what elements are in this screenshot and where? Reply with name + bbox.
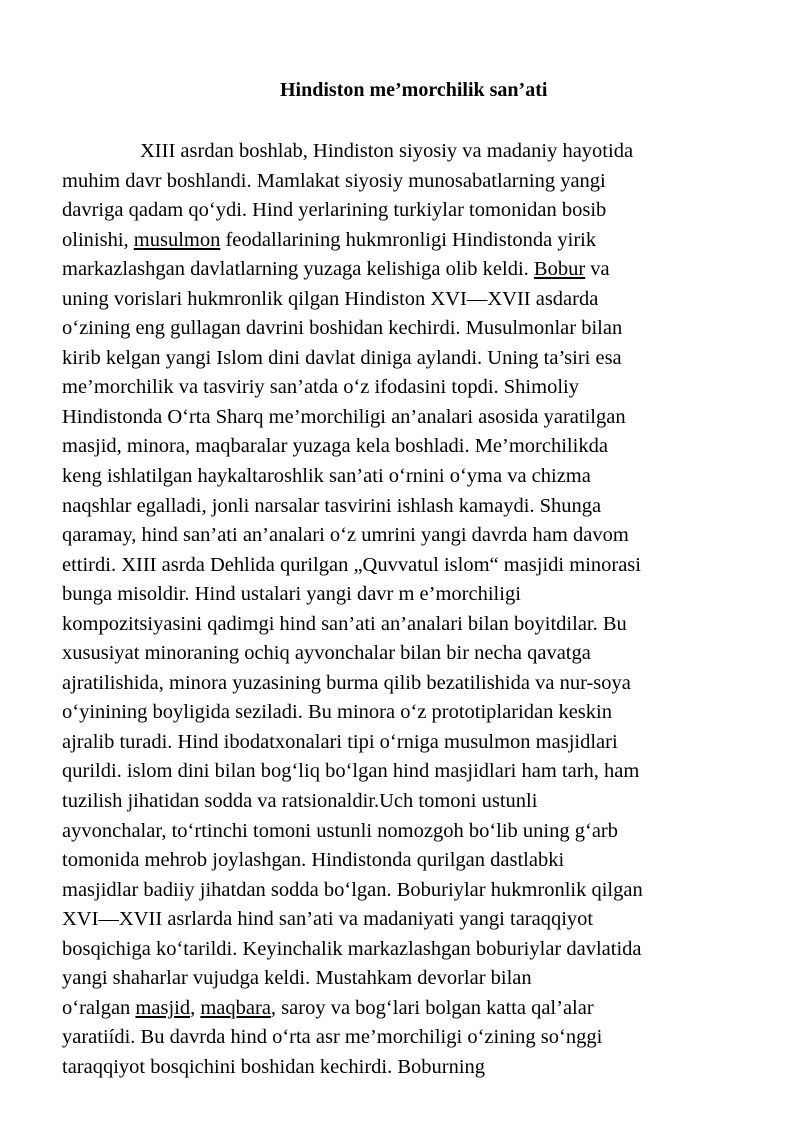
text-run: markazlashgan davlatlarning yuzaga kelishiga olib keldi. xyxy=(62,258,534,281)
text-line xyxy=(62,846,782,876)
link-bobur[interactable]: Bobur xyxy=(533,258,586,281)
text-run: naqshlar egalladi, jonli narsalar tasvirini ishlash kamaydi. Shunga xyxy=(62,494,602,517)
text-line xyxy=(62,787,782,817)
text-run: yangi shaharlar vujudga keldi. Mustahkam devorlar bilan xyxy=(62,967,532,990)
text-run: Hindistonda O‘rta Sharq me’morchiligi an’analari asosida yaratilgan xyxy=(62,405,626,428)
text-line xyxy=(62,462,782,492)
text-line xyxy=(62,167,782,197)
text-run: me’morchilik va tasviriy san’atda o‘z ifodasini topdi. Shimoliy xyxy=(62,376,579,399)
text-line xyxy=(62,698,782,728)
text-run: ayvonchalar, to‘rtinchi tomoni ustunli nomozgoh bo‘lib uning g‘arb xyxy=(62,819,618,842)
text-line xyxy=(62,551,782,581)
text-line xyxy=(62,817,782,847)
text-line xyxy=(62,1053,782,1083)
text-run: yaratiídi. Bu davrda hind o‘rta asr me’morchiligi o‘zining so‘nggi xyxy=(62,1026,603,1049)
text-run: ajralib turadi. Hind ibodatxonalari tipi o‘rniga musulmon masjidlari xyxy=(62,730,618,753)
text-run: masjid, minora, maqbaralar yuzaga kela boshladi. Me’morchilikda xyxy=(62,435,608,458)
body-paragraph xyxy=(62,137,782,1083)
text-run: o‘zining eng gullagan davrini boshidan kechirdi. Musulmonlar bilan xyxy=(62,317,623,340)
text-line xyxy=(62,432,782,462)
text-line xyxy=(62,285,782,315)
text-line xyxy=(62,226,782,256)
text-line xyxy=(62,255,782,285)
text-line xyxy=(62,639,782,669)
text-run: ettirdi. XIII asrda Dehlida qurilgan „Quvvatul islom“ masjidi minorasi xyxy=(62,553,641,576)
text-line xyxy=(62,521,782,551)
link-musulmon[interactable]: musulmon xyxy=(133,228,221,251)
text-run: , xyxy=(190,996,201,1019)
text-line xyxy=(62,935,782,965)
text-line xyxy=(62,196,782,226)
text-run: va xyxy=(585,258,610,281)
text-line xyxy=(62,1023,782,1053)
text-run: feodallarining hukmronligi Hindistonda yirik xyxy=(220,228,597,251)
text-run: bosqichiga ko‘tarildi. Keyinchalik markazlashgan boburiylar davlatida xyxy=(62,937,642,960)
text-line xyxy=(62,964,782,994)
text-run: kompozitsiyasini qadimgi hind san’ati an’analari bilan boyitdilar. Bu xyxy=(62,612,627,635)
text-run: uning vorislari hukmronlik qilgan Hindiston XVI—XVII asdarda xyxy=(62,287,599,310)
text-line xyxy=(62,669,782,699)
text-run: o‘yinining boyligida seziladi. Bu minora o‘z prototiplaridan keskin xyxy=(62,701,612,724)
text-run: davriga qadam qo‘ydi. Hind yerlarining turkiylar tomonidan bosib xyxy=(62,199,607,222)
document-title: Hindiston me’morchilik san’ati xyxy=(280,79,548,101)
text-line xyxy=(62,344,782,374)
text-run: ajratilishida, minora yuzasining burma qilib bezatilishida va nur-soya xyxy=(62,671,631,694)
text-run: keng ishlatilgan haykaltaroshlik san’ati o‘rnini o‘yma va chizma xyxy=(62,465,591,488)
text-line xyxy=(62,994,782,1024)
text-line xyxy=(62,314,782,344)
text-line xyxy=(62,580,782,610)
text-run: muhim davr boshlandi. Mamlakat siyosiy munosabatlarning yangi xyxy=(62,169,606,192)
text-run: tuzilish jihatidan sodda va ratsionaldir.Uch tomoni ustunli xyxy=(62,790,538,813)
text-run: xususiyat minoraning ochiq ayvonchalar bilan bir necha qavatga xyxy=(62,642,591,665)
link-maqbara[interactable]: maqbara xyxy=(200,996,271,1019)
text-line xyxy=(62,403,782,433)
text-run: qurildi. islom dini bilan bog‘liq bo‘lgan hind masjidlari ham tarh, ham xyxy=(62,760,640,783)
text-line xyxy=(62,492,782,522)
text-line xyxy=(62,373,782,403)
text-run: olinishi, xyxy=(62,228,134,251)
text-run: qaramay, hind san’ati an’analari o‘z umrini yangi davrda ham davom xyxy=(62,524,629,547)
text-line xyxy=(62,728,782,758)
text-line xyxy=(62,137,782,167)
text-line xyxy=(62,610,782,640)
text-line xyxy=(62,905,782,935)
text-line xyxy=(62,757,782,787)
text-run: , saroy va bog‘lari bolgan katta qal’alar xyxy=(270,996,594,1019)
text-run: bunga misoldir. Hind ustalari yangi davr m e’morchiligi xyxy=(62,583,521,606)
text-run: XIII asrdan boshlab, Hindiston siyosiy va madaniy hayotida xyxy=(140,140,634,162)
text-run: XVI—XVII asrlarda hind san’ati va madaniyati yangi taraqqiyot xyxy=(62,908,594,931)
text-run: o‘ralgan xyxy=(62,996,136,1019)
text-run: taraqqiyot bosqichini boshidan kechirdi. Boburning xyxy=(62,1055,486,1078)
text-line xyxy=(62,876,782,906)
text-run: kirib kelgan yangi Islom dini davlat diniga aylandi. Uning ta’siri esa xyxy=(62,346,622,369)
link-masjid[interactable]: masjid xyxy=(135,996,191,1019)
text-run: masjidlar badiiy jihatdan sodda bo‘lgan. Boburiylar hukmronlik qilgan xyxy=(62,878,643,901)
text-run: tomonida mehrob joylashgan. Hindistonda qurilgan dastlabki xyxy=(62,849,565,872)
